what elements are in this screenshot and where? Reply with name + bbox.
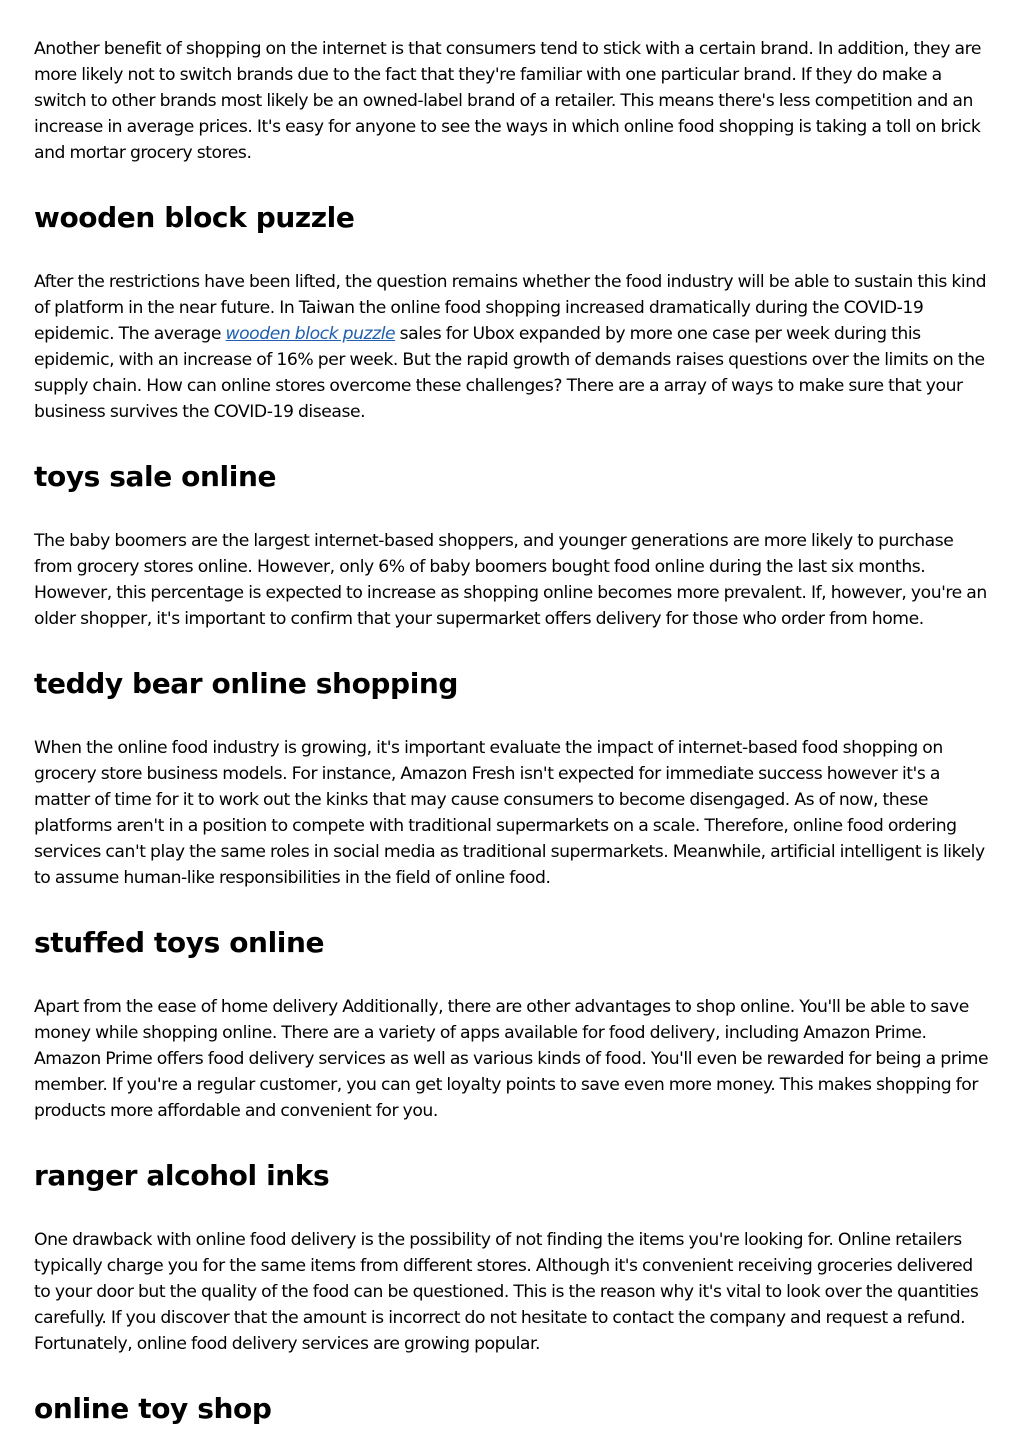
paragraph-toys-sale-online: The baby boomers are the largest internet-based shoppers, and younger generations are more likely to purchase from grocery stores online. However, only 6% of baby boomers bought food online during the last six months. However, this percentage is expected to increase as shopping online becomes more prevalent. If, however, you're an older shopper, it's important to confirm that your supermarket offers delivery for those who order from home.	[34, 531, 987, 629]
article	[34, 36, 992, 1426]
paragraph-ranger-alcohol-inks: One drawback with online food delivery is the possibility of not finding the items you're looking for. Online retailers typically charge you for the same items from different stores. Although it's convenient receiving groceries delivered to your door but the quality of the food can be questioned. This is the reason why it's vital to look over the quantities carefully. If you discover that the amount is incorrect do not hesitate to contact the company and request a refund. Fortunately, online food delivery services are growing popular.	[34, 1230, 979, 1354]
paragraph-text-before-link: After the restrictions have been lifted, the question remains whether the food industry will be able to sustain this kind of platform in the near future. In Taiwan the online food shopping increased dramatically during the COVID-19 epidemic. The average	[34, 272, 987, 344]
heading-toys-sale-online: toys sale online	[34, 460, 277, 493]
heading-teddy-bear-online-shopping: teddy bear online shopping	[34, 667, 459, 700]
heading-online-toy-shop: online toy shop	[34, 1392, 272, 1425]
paragraph-stuffed-toys-online: Apart from the ease of home delivery Additionally, there are other advantages to shop online. You'll be able to save money while shopping online. There are a variety of apps available for food delivery, including Amazon Prime. Amazon Prime offers food delivery services as well as various kinds of food. You'll even be rewarded for being a prime member. If you're a regular customer, you can get loyalty points to save even more money. This makes shopping for products more affordable and convenient for you.	[34, 997, 989, 1121]
paragraph-wooden-block-puzzle	[34, 269, 992, 425]
paragraph-teddy-bear-online-shopping: When the online food industry is growing, it's important evaluate the impact of internet-based food shopping on grocery store business models. For instance, Amazon Fresh isn't expected for immediate success however it's a matter of time for it to work out the kinks that may cause consumers to become disengaged. As of now, these platforms aren't in a position to compete with traditional supermarkets on a scale. Therefore, online food ordering services can't play the same roles in social media as traditional supermarkets. Meanwhile, artificial intelligent is likely to assume human-like responsibilities in the field of online food.	[34, 738, 985, 888]
heading-wooden-block-puzzle: wooden block puzzle	[34, 201, 355, 234]
heading-ranger-alcohol-inks: ranger alcohol inks	[34, 1159, 330, 1192]
intro-paragraph: Another benefit of shopping on the internet is that consumers tend to stick with a certain brand. In addition, they are more likely not to switch brands due to the fact that they're familiar with one particular brand. If they do make a switch to other brands most likely be an owned-label brand of a retailer. This means there's less competition and an increase in average prices. It's easy for anyone to see the ways in which online food shopping is taking a toll on brick and mortar grocery stores.	[34, 39, 981, 163]
heading-stuffed-toys-online: stuffed toys online	[34, 926, 325, 959]
paragraph-text-after-link: sales for Ubox expanded by more one case per week during this epidemic, with an increase of 16% per week. But the rapid growth of demands raises questions over the limits on the supply chain. How can online stores overcome these challenges? There are a array of ways to make sure that your business survives the COVID-19 disease.	[34, 324, 985, 422]
wooden-block-puzzle-link[interactable]: wooden block puzzle	[225, 324, 396, 344]
